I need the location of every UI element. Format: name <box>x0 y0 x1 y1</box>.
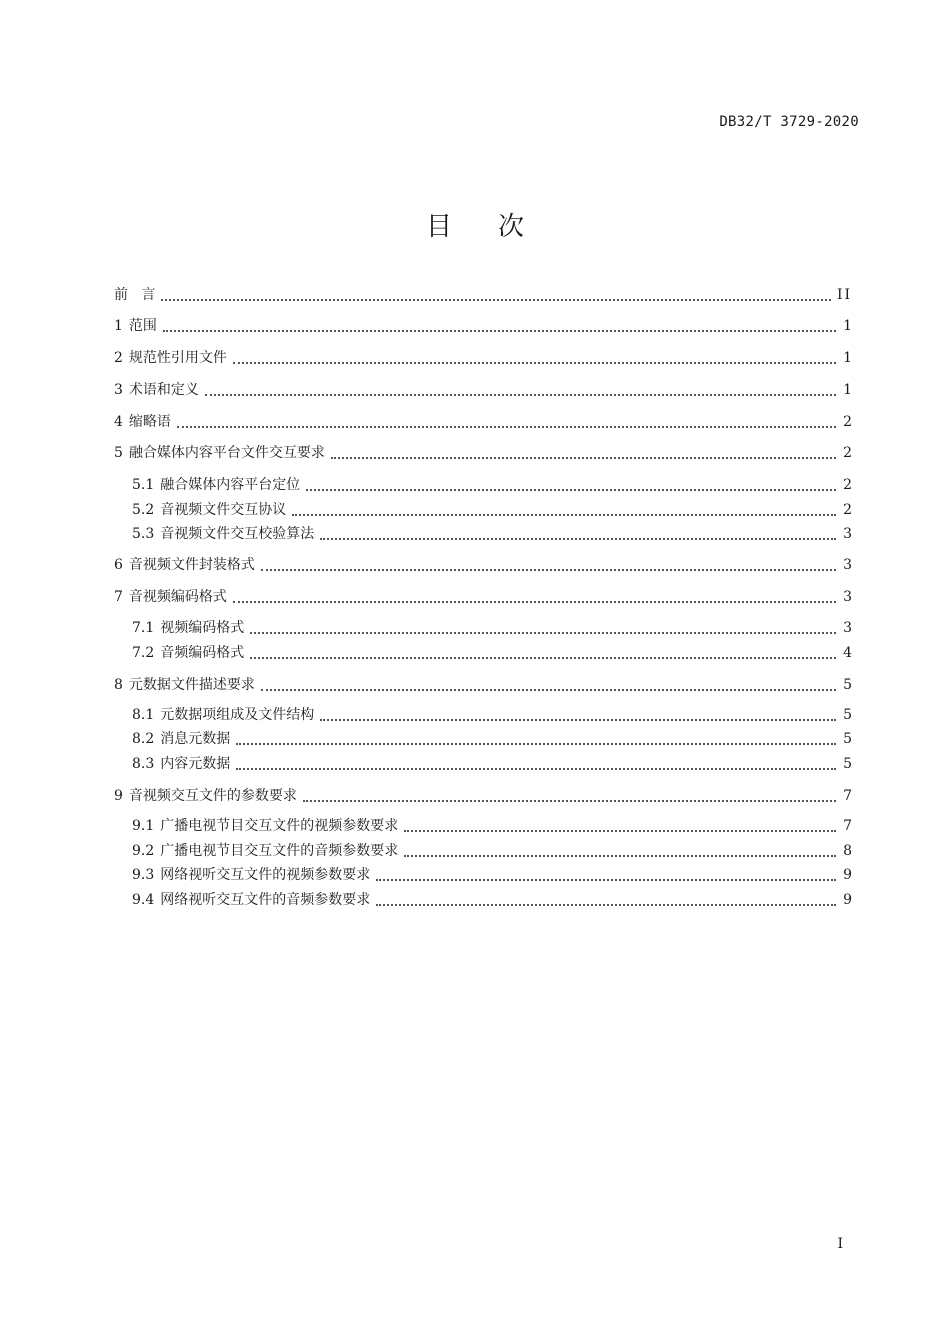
dot-leader <box>177 412 836 428</box>
toc-entry[interactable] <box>114 786 852 806</box>
toc-entry-number: 5.2 <box>132 502 155 518</box>
dot-leader <box>161 285 831 301</box>
dot-leader <box>233 587 836 603</box>
toc-entry-page: II <box>836 287 852 303</box>
toc-entry-page: 2 <box>843 445 852 461</box>
toc-entry[interactable] <box>114 675 852 695</box>
toc-entry-page: 3 <box>843 557 852 573</box>
toc-entry[interactable] <box>114 316 852 336</box>
toc-entry[interactable] <box>132 618 852 638</box>
dot-leader <box>404 816 836 832</box>
toc-entry-number: 9.3 <box>132 867 155 883</box>
toc-entry-label: 前 言 <box>114 287 156 303</box>
page-number: I <box>837 1236 843 1252</box>
toc-entry-number: 5 <box>114 445 123 461</box>
dot-leader <box>376 865 836 881</box>
dot-leader <box>306 475 836 491</box>
toc-entry-label: 内容元数据 <box>160 756 231 772</box>
dot-leader <box>292 500 836 516</box>
toc-entry-label: 音视频编码格式 <box>128 589 227 605</box>
dot-leader <box>331 443 836 459</box>
toc-entry[interactable] <box>132 500 852 520</box>
dot-leader <box>320 705 836 721</box>
toc-entry-number: 3 <box>114 382 123 398</box>
dot-leader <box>320 524 836 540</box>
dot-leader <box>404 841 836 857</box>
toc-entry-page: 5 <box>843 756 852 772</box>
toc-entry[interactable] <box>132 816 852 836</box>
toc-entry[interactable] <box>114 348 852 368</box>
toc-entry-page: 3 <box>843 526 852 542</box>
toc-entry[interactable] <box>114 285 852 305</box>
toc-entry[interactable] <box>114 587 852 607</box>
toc-entry-label: 范围 <box>128 318 157 334</box>
toc-entry[interactable] <box>114 443 852 463</box>
dot-leader <box>261 555 836 571</box>
toc-entry-number: 6 <box>114 557 123 573</box>
toc-entry[interactable] <box>132 524 852 544</box>
toc-entry-label: 元数据项组成及文件结构 <box>160 707 315 723</box>
toc-entry-number: 7.1 <box>132 620 155 636</box>
toc-entry-number: 8.2 <box>132 731 155 747</box>
toc-entry[interactable] <box>114 412 852 432</box>
toc-entry-label: 元数据文件描述要求 <box>128 677 255 693</box>
toc-entry-label: 广播电视节目交互文件的音频参数要求 <box>160 843 399 859</box>
dot-leader <box>303 786 836 802</box>
toc-entry-label: 音频编码格式 <box>160 645 245 661</box>
toc-entry[interactable] <box>114 555 852 575</box>
toc-entry[interactable] <box>132 841 852 861</box>
toc-entry-page: 1 <box>843 382 852 398</box>
toc-entry[interactable] <box>132 754 852 774</box>
dot-leader <box>250 618 836 634</box>
toc-entry[interactable] <box>132 705 852 725</box>
toc-entry-page: 1 <box>843 350 852 366</box>
toc-entry-page: 7 <box>843 788 852 804</box>
toc-entry-number: 9.1 <box>132 818 155 834</box>
toc-entry-label: 音视频文件交互校验算法 <box>160 526 315 542</box>
toc-entry-page: 3 <box>843 620 852 636</box>
toc-entry-label: 术语和定义 <box>128 382 199 398</box>
dot-leader <box>233 348 836 364</box>
toc-entry-label: 广播电视节目交互文件的视频参数要求 <box>160 818 399 834</box>
toc-entry-label: 音视频文件交互协议 <box>160 502 287 518</box>
toc-entry-label: 视频编码格式 <box>160 620 245 636</box>
toc-entry-label: 音视频交互文件的参数要求 <box>128 788 297 804</box>
toc-entry-number: 5.1 <box>132 477 155 493</box>
toc-entry-label: 网络视听交互文件的视频参数要求 <box>160 867 371 883</box>
toc-entry[interactable] <box>114 380 852 400</box>
dot-leader <box>236 754 836 770</box>
toc-entry-number: 8 <box>114 677 123 693</box>
toc-entry-page: 2 <box>843 414 852 430</box>
document-code: DB32/T 3729-2020 <box>719 114 859 130</box>
toc-entry-number: 7.2 <box>132 645 155 661</box>
dot-leader <box>205 380 836 396</box>
toc-entry-number: 9.4 <box>132 892 155 908</box>
toc-entry-label: 规范性引用文件 <box>128 350 227 366</box>
toc-entry-number: 7 <box>114 589 123 605</box>
toc-entry-number: 2 <box>114 350 123 366</box>
toc-entry-page: 4 <box>843 645 852 661</box>
toc-title: 目次 <box>425 212 570 242</box>
toc-entry[interactable] <box>132 475 852 495</box>
toc-entry[interactable] <box>132 865 852 885</box>
toc-entry-page: 9 <box>843 867 852 883</box>
toc-entry[interactable] <box>132 729 852 749</box>
dot-leader <box>163 316 836 332</box>
toc-entry-label: 音视频文件封装格式 <box>128 557 255 573</box>
toc-entry-label: 缩略语 <box>128 414 171 430</box>
dot-leader <box>236 729 836 745</box>
toc-entry-page: 7 <box>843 818 852 834</box>
toc-entry-page: 5 <box>843 677 852 693</box>
toc-entry-number: 4 <box>114 414 123 430</box>
toc-entry-page: 9 <box>843 892 852 908</box>
toc-entry-number: 5.3 <box>132 526 155 542</box>
toc-entry-page: 3 <box>843 589 852 605</box>
toc-entry-page: 2 <box>843 502 852 518</box>
dot-leader <box>250 643 836 659</box>
toc-entry[interactable] <box>132 890 852 910</box>
toc-entry-page: 5 <box>843 731 852 747</box>
toc-entry-number: 8.3 <box>132 756 155 772</box>
toc-entry-label: 消息元数据 <box>160 731 231 747</box>
toc-entry-page: 1 <box>843 318 852 334</box>
toc-entry-page: 8 <box>843 843 852 859</box>
toc-entry-number: 9 <box>114 788 123 804</box>
toc-entry-label: 融合媒体内容平台文件交互要求 <box>128 445 325 461</box>
dot-leader <box>261 675 836 691</box>
toc-entry-number: 1 <box>114 318 123 334</box>
toc-entry-page: 2 <box>843 477 852 493</box>
dot-leader <box>376 890 836 906</box>
toc-entry-label: 网络视听交互文件的音频参数要求 <box>160 892 371 908</box>
toc-entry-label: 融合媒体内容平台定位 <box>160 477 301 493</box>
toc-entry-page: 5 <box>843 707 852 723</box>
toc-entry-number: 8.1 <box>132 707 155 723</box>
toc-entry-number: 9.2 <box>132 843 155 859</box>
toc-entry[interactable] <box>132 643 852 663</box>
